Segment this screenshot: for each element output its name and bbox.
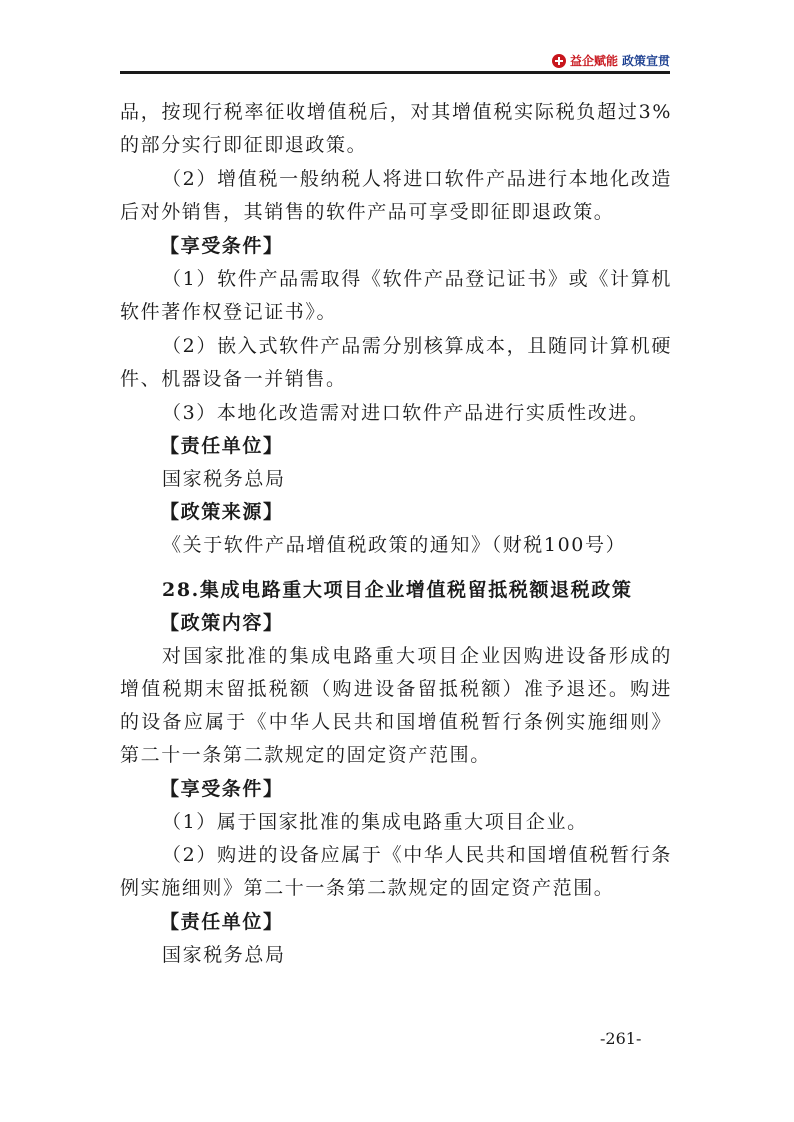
- brand-logo-icon: [552, 54, 566, 68]
- section-heading: 【享受条件】: [160, 235, 284, 257]
- section-heading: 【责任单位】: [160, 911, 284, 933]
- paragraph: （1）软件产品需取得《软件产品登记证书》或《计算机软件著作权登记证书》。: [120, 268, 672, 323]
- paragraph: 品，按现行税率征收增值税后，对其增值税实际税负超过3%的部分实行即征即退政策。: [120, 101, 672, 156]
- paragraph: 《关于软件产品增值税政策的通知》（财税100号）: [162, 534, 627, 556]
- paragraph: 国家税务总局: [162, 944, 286, 966]
- paragraph: 国家税务总局: [162, 468, 286, 490]
- policy-title: 28.集成电路重大项目企业增值税留抵税额退税政策: [162, 579, 633, 601]
- header-logo: [552, 52, 670, 69]
- paragraph: （2）嵌入式软件产品需分别核算成本，且随同计算机硬件、机器设备一并销售。: [120, 335, 672, 390]
- paragraph: （2）购进的设备应属于《中华人民共和国增值税暂行条例实施细则》第二十一条第二款规定的固定资产范围。: [120, 844, 672, 899]
- document-body: [120, 96, 672, 972]
- section-heading: 【享受条件】: [160, 778, 284, 800]
- paragraph: （3）本地化改造需对进口软件产品进行实质性改进。: [162, 402, 650, 424]
- section-heading: 【责任单位】: [160, 435, 284, 457]
- header-tag: 政策宣贯: [621, 54, 670, 68]
- header-brand: 益企赋能: [569, 54, 618, 68]
- page-number: -261-: [600, 1029, 642, 1048]
- section-heading: 【政策内容】: [160, 612, 284, 634]
- paragraph: 对国家批准的集成电路重大项目企业因购进设备形成的增值税期末留抵税额（购进设备留抵税额）准予退还。购进的设备应属于《中华人民共和国增值税暂行条例实施细则》第二十一条第二款规定的固定资产范围。: [120, 645, 672, 766]
- section-heading: 【政策来源】: [160, 501, 284, 523]
- paragraph: （1）属于国家批准的集成电路重大项目企业。: [162, 811, 588, 833]
- paragraph: （2）增值税一般纳税人将进口软件产品进行本地化改造后对外销售，其销售的软件产品可享受即征即退政策。: [120, 168, 672, 223]
- header-divider: [120, 71, 670, 74]
